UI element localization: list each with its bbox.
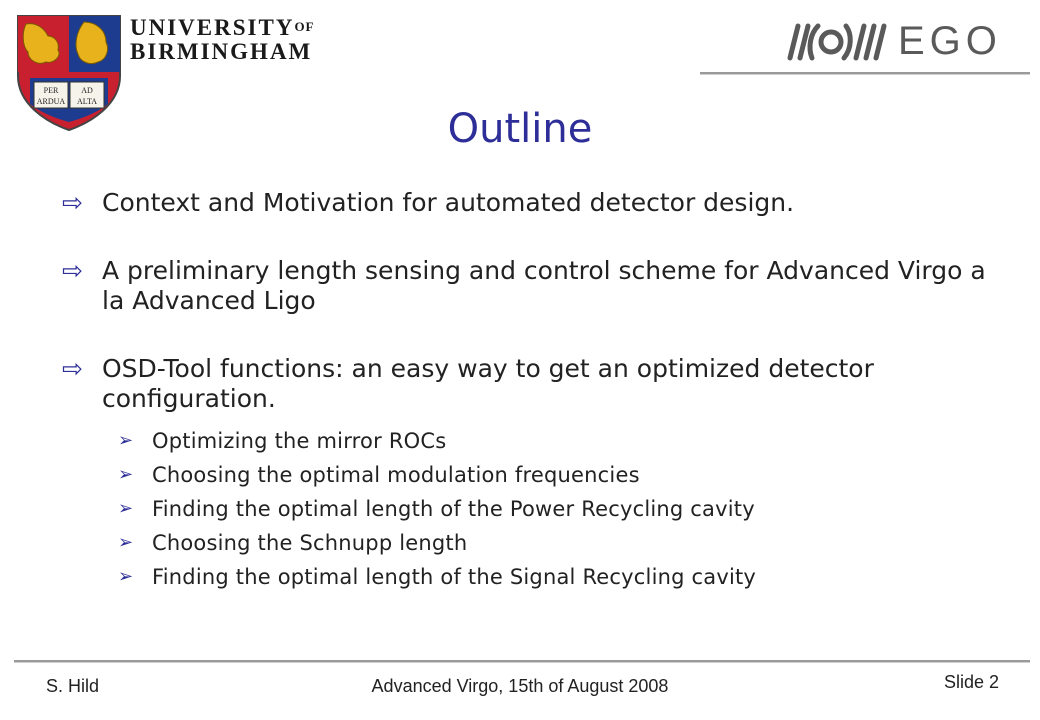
university-wordmark	[130, 16, 315, 64]
sub-bullet-text: Choosing the Schnupp length	[152, 531, 468, 555]
arrowhead-bullet-icon: ➢	[118, 430, 134, 451]
arrow-bullet-icon: ⇨	[62, 256, 83, 285]
sub-bullet-item	[110, 560, 1002, 594]
arrowhead-bullet-icon: ➢	[118, 566, 134, 587]
university-of: OF	[294, 19, 315, 34]
outline-list	[62, 188, 1002, 594]
bullet-item	[62, 354, 1002, 594]
bullet-text: Context and Motivation for automated detector design.	[102, 188, 795, 217]
sub-bullet-item	[110, 526, 1002, 560]
sub-bullet-text: Choosing the optimal modulation frequencies	[152, 463, 640, 487]
bullet-item	[62, 188, 1002, 218]
bullet-item	[62, 256, 1002, 316]
arrow-bullet-icon: ⇨	[62, 188, 83, 217]
sub-bullet-item	[110, 492, 1002, 526]
header-divider	[700, 72, 1030, 75]
ego-logo	[782, 18, 1022, 68]
arrowhead-bullet-icon: ➢	[118, 498, 134, 519]
bullet-text: OSD-Tool functions: an easy way to get an optimized detector configuration.	[102, 354, 874, 413]
bullet-text: A preliminary length sensing and control scheme for Advanced Virgo a la Advanced Ligo	[102, 256, 986, 315]
sub-bullet-list	[102, 424, 1002, 594]
footer-divider	[14, 660, 1030, 663]
sub-bullet-text: Finding the optimal length of the Power Recycling cavity	[152, 497, 755, 521]
arrow-bullet-icon: ⇨	[62, 354, 83, 383]
ego-logo-text: EGO	[898, 19, 1002, 63]
university-name-line1: $UNIVERSITY^{OF}$	[130, 15, 315, 40]
crest-motto-alta: ALTA	[77, 97, 97, 106]
university-name-line2: BIRMINGHAM	[130, 39, 313, 64]
sub-bullet-item	[110, 458, 1002, 492]
arrowhead-bullet-icon: ➢	[118, 464, 134, 485]
crest-motto-per: PER	[43, 86, 59, 95]
ego-waves-icon	[782, 18, 894, 64]
arrowhead-bullet-icon: ➢	[118, 532, 134, 553]
crest-motto-ad: AD	[81, 86, 93, 95]
sub-bullet-item	[110, 424, 1002, 458]
sub-bullet-text: Finding the optimal length of the Signal Recycling cavity	[152, 565, 757, 589]
slide-title: Outline	[447, 106, 593, 152]
footer-event: Advanced Virgo, 15th of August 2008	[371, 676, 669, 696]
crest-motto-ardua: ARDUA	[36, 97, 66, 106]
sub-bullet-text: Optimizing the mirror ROCs	[152, 429, 447, 453]
footer-author: S. Hild	[46, 676, 100, 696]
footer-slide-number: Slide 2	[944, 672, 1000, 692]
